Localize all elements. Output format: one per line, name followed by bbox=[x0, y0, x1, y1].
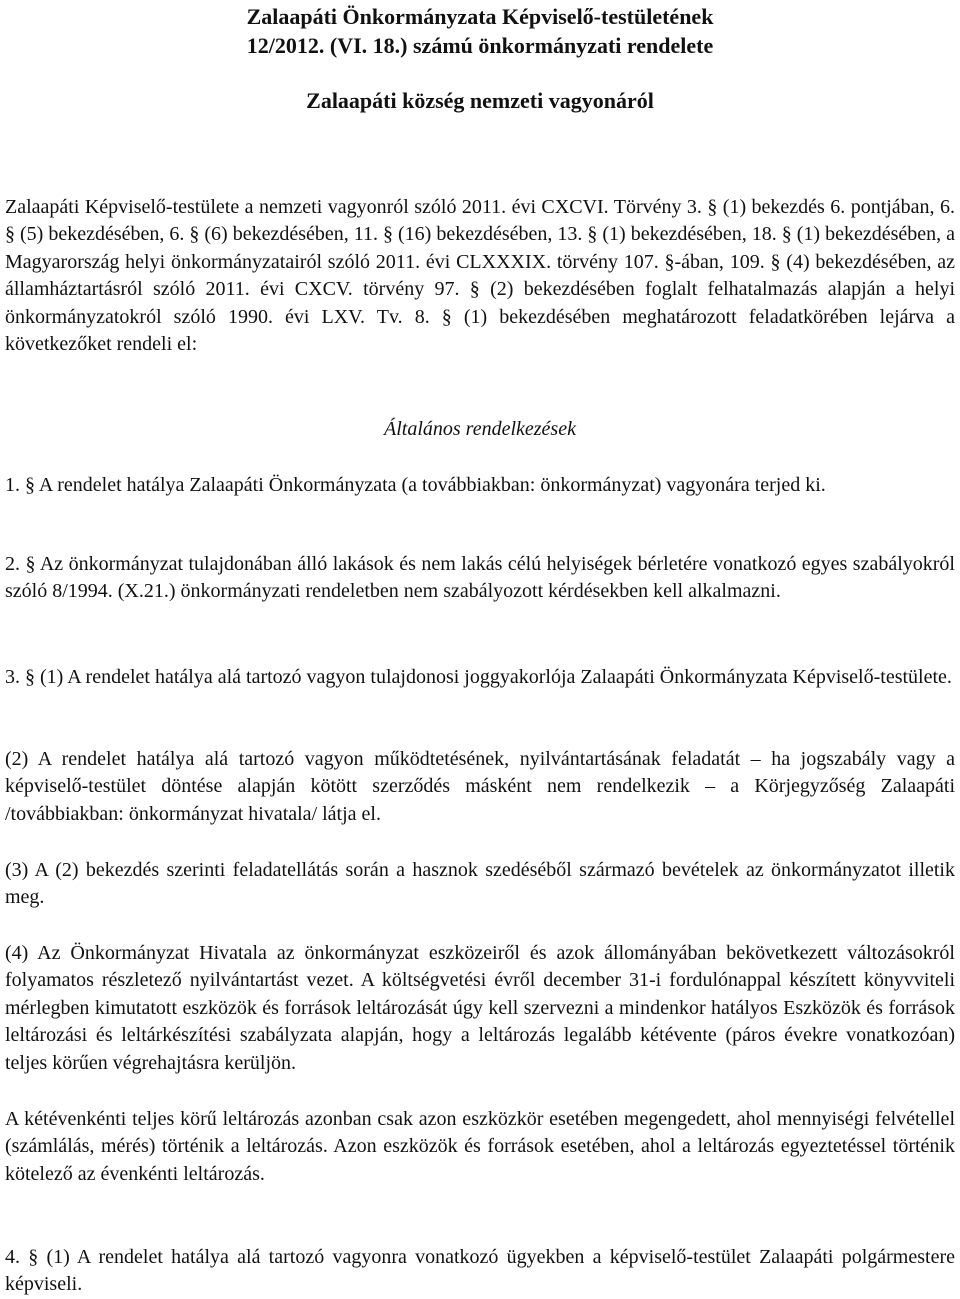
preamble: Zalaapáti Képviselő-testülete a nemzeti vagyonról szóló 2011. évi CXCVI. Törvény 3. § (1) bekezdés 6. pontjában, 6. § (5) bekezdésében, 6. § (6) bekezdésében, 11. § (16) bekezdésében, 13. § (1) bekezdésében, 18. § (1) bekezdésében, a Magyarország helyi önkormányzatairól szóló 2011. évi CLXXXIX. törvény 107. §-ában, 109. § (4) bekezdésében, az államháztartásról szóló 2011. évi CXCV. törvény 97. § (2) bekezdésében foglalt felhatalmazás alapján a helyi önkormányzatokról szóló 1990. évi LXV. Tv. 8. § (1) bekezdésében meghatározott feladatkörében lejárva a következőket rendeli el: bbox=[5, 196, 955, 356]
paragraph-3-4: (4) Az Önkormányzat Hivatala az önkormányzat eszközeiről és azok állományában bekövetkezett változásokról folyamatos részletező nyilvántartást vezet. A költségvetési évről december 31-i fordulónappal készített könyvviteli mérlegben kimutatott eszközök és források leltározását úgy kell szervezni a mindenkor hatályos Eszközök és források leltározási és leltárkészítési szabályzata alapján, hogy a leltározás legalább kétévente (páros évekre vonatkozóan) teljes körűen végrehajtásra kerüljön. bbox=[5, 942, 955, 1074]
section-heading: Általános rendelkezések bbox=[384, 418, 576, 440]
document-title bbox=[0, 2, 960, 60]
paragraph-4-1: 4. § (1) A rendelet hatálya alá tartozó vagyonra vonatkozó ügyekben a képviselő-testület Zalaapáti polgármestere képviseli. bbox=[5, 1246, 955, 1296]
paragraph-3-2: (2) A rendelet hatálya alá tartozó vagyon működtetésének, nyilvántartásának feladatát – ha jogszabály vagy a képviselő-testület döntése alapján kötött szerződés másként nem rendelkezik – a Körjegyzőség Zalaapáti /továbbiakban: önkormányzat hivatala/ látja el. bbox=[5, 748, 955, 825]
paragraph-3-1: 3. § (1) A rendelet hatálya alá tartozó vagyon tulajdonosi joggyakorlója Zalaapáti Önkormányzata Képviselő-testülete. bbox=[5, 666, 952, 688]
title-line-1: Zalaapáti Önkormányzata Képviselő-testületének bbox=[246, 4, 714, 29]
paragraph-3-5: A kétévenkénti teljes körű leltározás azonban csak azon eszközkör esetében megengedett, ahol mennyiségi felvétellel (számlálás, mérés) történik a leltározás. Azon eszközök és források esetében, ahol a leltározás egyeztetéssel történik kötelező az évenkénti leltározás. bbox=[5, 1108, 955, 1185]
paragraph-3-3: (3) A (2) bekezdés szerinti feladatellátás során a hasznok szedéséből származó bevételek az önkormányzatot illetik meg. bbox=[5, 859, 955, 909]
paragraph-1: 1. § A rendelet hatálya Zalaapáti Önkormányzata (a továbbiakban: önkormányzat) vagyonára terjed ki. bbox=[5, 474, 826, 496]
title-line-2: 12/2012. (VI. 18.) számú önkormányzati rendelete bbox=[246, 33, 714, 58]
document-subtitle: Zalaapáti község nemzeti vagyonáról bbox=[306, 88, 654, 113]
paragraph-2: 2. § Az önkormányzat tulajdonában álló lakások és nem lakás célú helyiségek bérletére vonatkozó egyes szabályokról szóló 8/1994. (X.21.) önkormányzati rendeletben nem szabályozott kérdésekben kell alkalmazni. bbox=[5, 553, 955, 603]
